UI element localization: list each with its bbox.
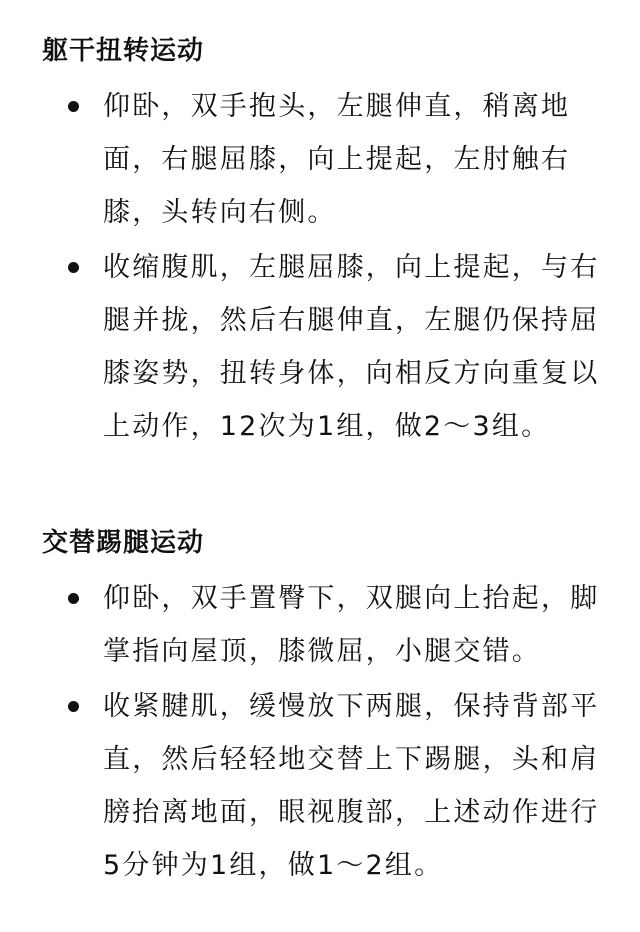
section-title: 交替踢腿运动 [42, 528, 205, 558]
bullet-icon [68, 101, 79, 112]
list-item-text: 收紧腱肌，缓慢放下两腿，保持背部平直，然后轻轻地交替上下踢腿，头和肩膀抬离地面，眼视腹部，上述动作进行5分钟为1组，做1～2组。 [103, 691, 600, 881]
section-title: 躯干扭转运动 [42, 36, 205, 66]
bullet-list [0, 572, 640, 894]
list-item-text: 仰卧，双手抱头，左腿伸直，稍离地面，右腿屈膝，向上提起，左肘触右膝，头转向右侧。 [103, 91, 571, 228]
list-item [0, 241, 603, 453]
bullet-list [0, 80, 640, 455]
list-item [0, 680, 603, 892]
list-item [0, 80, 603, 239]
list-item-text: 收缩腹肌，左腿屈膝，向上提起，与右腿并拢，然后右腿伸直，左腿仍保持屈膝姿势，扭转身体，向相反方向重复以上动作，12次为1组，做2～3组。 [103, 252, 600, 442]
bullet-icon [68, 701, 79, 712]
list-item-text: 仰卧，双手置臀下，双腿向上抬起，脚掌指向屋顶，膝微屈，小腿交错。 [103, 583, 600, 667]
bullet-icon [68, 262, 79, 273]
bullet-icon [68, 593, 79, 604]
list-item [0, 572, 603, 678]
